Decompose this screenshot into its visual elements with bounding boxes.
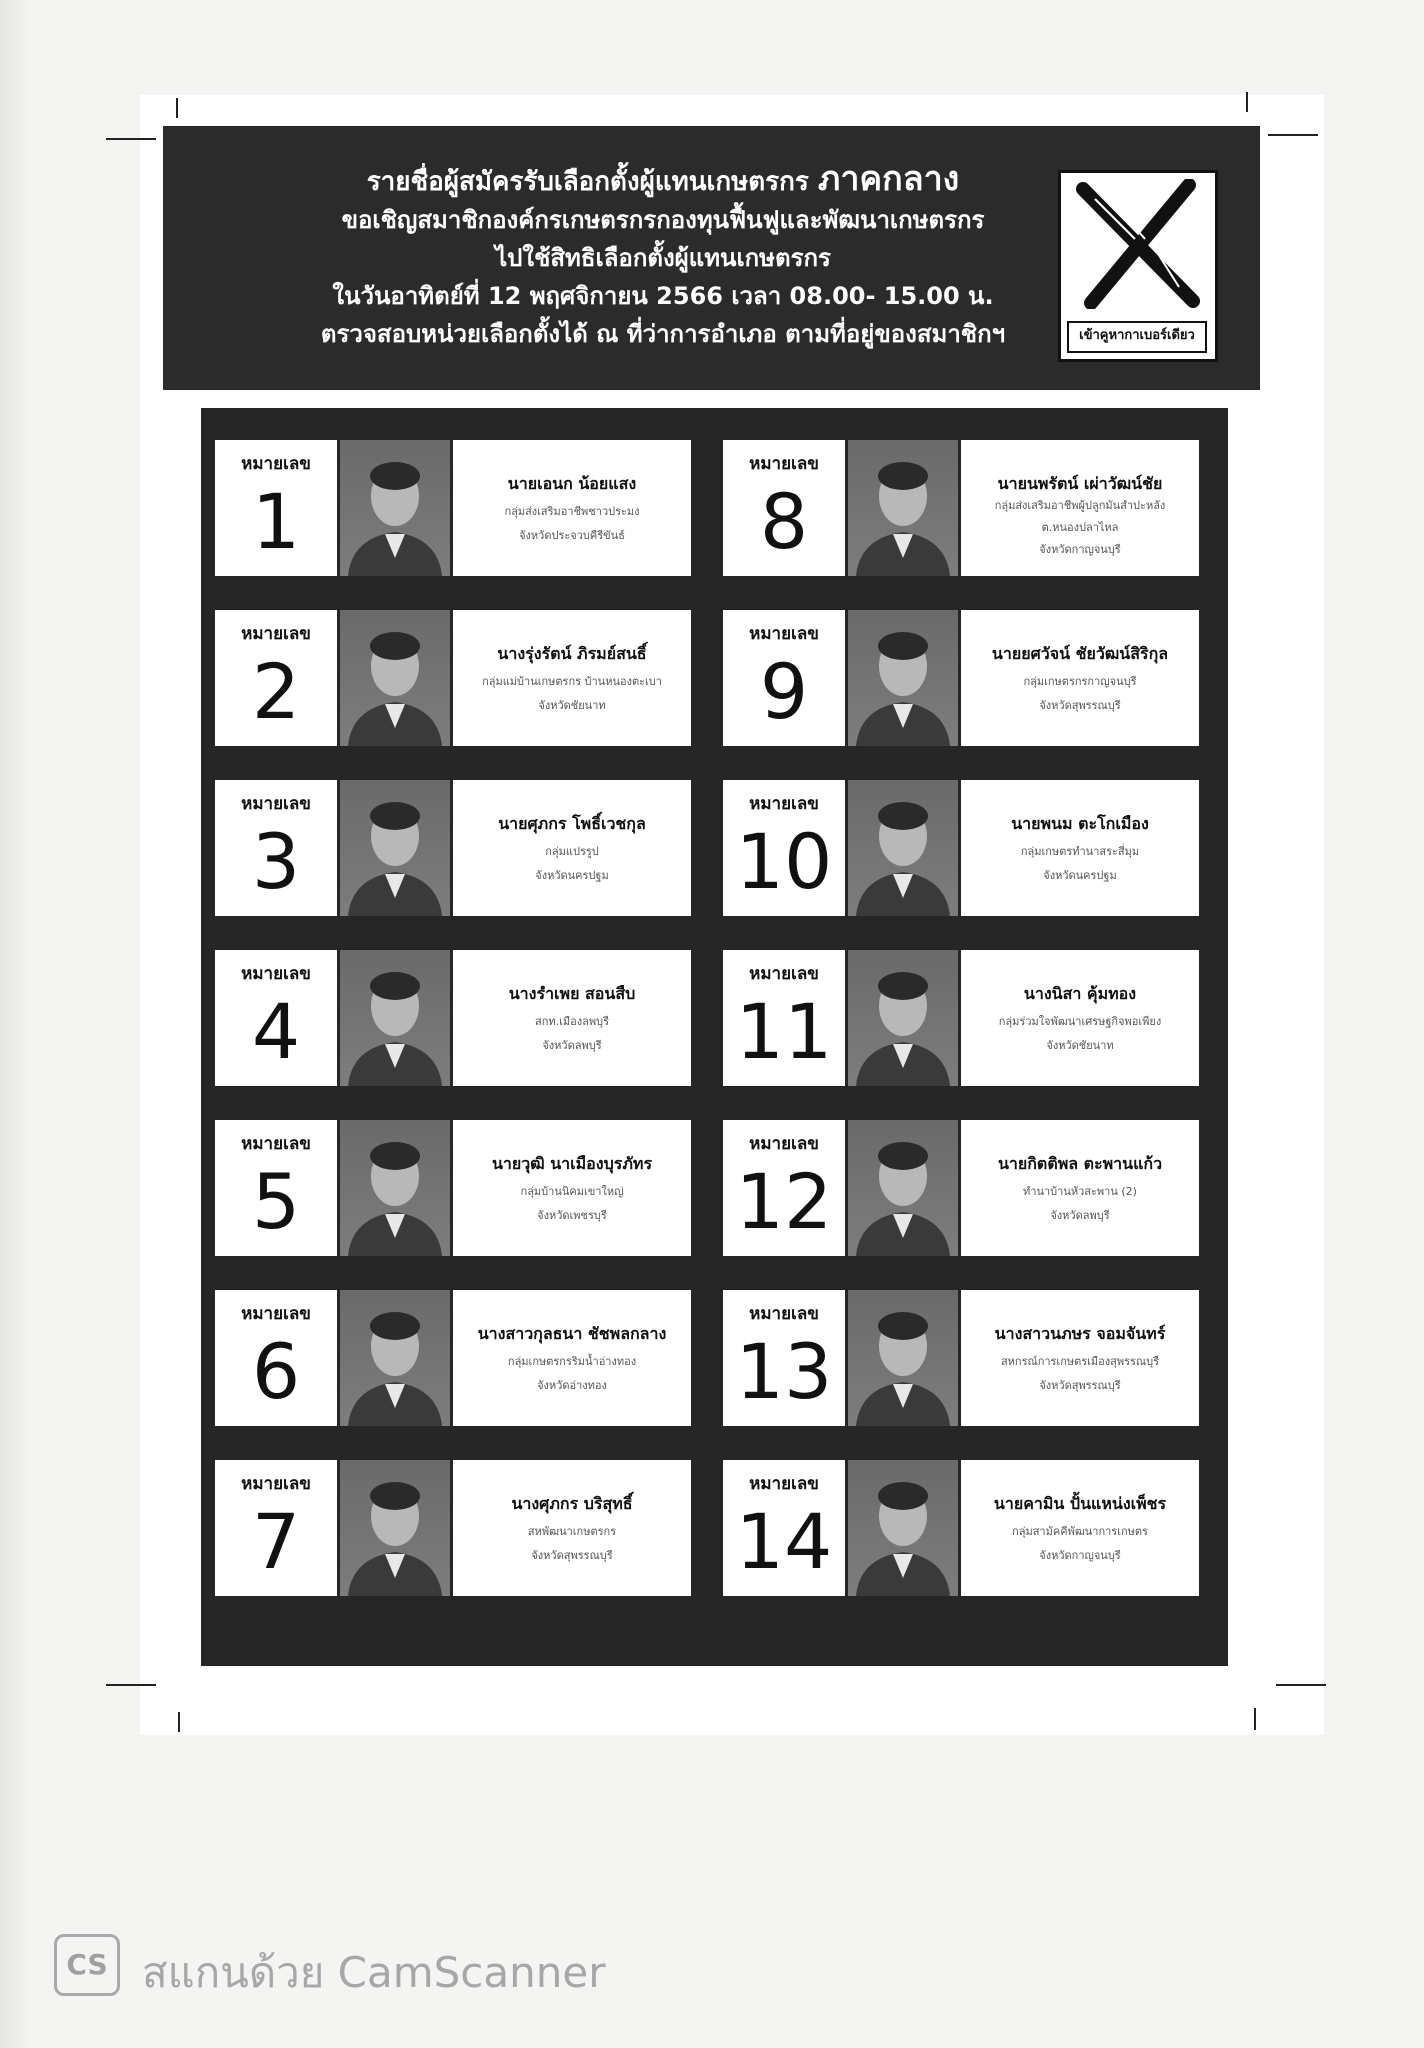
person-silhouette-icon xyxy=(848,1120,958,1256)
candidate-card xyxy=(709,428,1199,576)
candidate-card xyxy=(709,768,1199,916)
candidate-number-box xyxy=(723,950,845,1086)
candidate-number-box xyxy=(215,610,337,746)
candidate-name: นางรุ่งรัตน์ ภิรมย์สนธิ์ xyxy=(497,644,647,663)
header-line-1 xyxy=(223,160,1103,201)
candidate-group: กลุ่มเกษตรกรกาญจนบุรี xyxy=(1023,675,1137,688)
person-silhouette-icon xyxy=(340,440,450,576)
candidate-group: กลุ่มแปรรูป xyxy=(545,845,599,858)
candidate-grid xyxy=(201,408,1228,1666)
candidate-info xyxy=(453,610,691,746)
candidate-number-box xyxy=(215,780,337,916)
header-region: ภาคกลาง xyxy=(817,159,960,199)
person-silhouette-icon xyxy=(340,1460,450,1596)
candidate-group: กลุ่มส่งเสริมอาชีพผู้ปลูกมันสำปะหลัง xyxy=(994,499,1166,512)
candidate-card xyxy=(201,938,691,1086)
candidate-group: กลุ่มสามัคคีพัฒนาการเกษตร xyxy=(1012,1525,1148,1538)
scan-edge xyxy=(0,0,30,2048)
candidate-card xyxy=(709,1278,1199,1426)
candidate-group: สหกรณ์การเกษตรเมืองสุพรรณบุรี xyxy=(1000,1355,1160,1368)
candidate-photo xyxy=(848,950,958,1086)
candidate-info xyxy=(453,440,691,576)
candidate-province: จังหวัดสุพรรณบุรี xyxy=(1039,1379,1121,1392)
number-label: หมายเลข xyxy=(749,1134,819,1154)
crop-mark xyxy=(1276,1684,1326,1686)
crop-mark xyxy=(106,138,156,140)
candidate-info xyxy=(961,780,1199,916)
candidate-card xyxy=(201,1448,691,1596)
candidate-number-box xyxy=(723,1290,845,1426)
candidate-info xyxy=(453,1120,691,1256)
candidate-info xyxy=(961,440,1199,576)
candidate-number-box xyxy=(215,440,337,576)
person-silhouette-icon xyxy=(340,1290,450,1426)
crop-mark xyxy=(1268,134,1318,136)
candidate-number-box xyxy=(215,950,337,1086)
number-label: หมายเลข xyxy=(749,794,819,814)
candidate-card xyxy=(201,768,691,916)
candidate-name: นายคามิน ปั้นแหน่งเพ็ชร xyxy=(993,1494,1167,1513)
candidate-info xyxy=(453,780,691,916)
crop-mark xyxy=(178,1712,180,1732)
candidate-info xyxy=(453,1460,691,1596)
candidate-card xyxy=(201,1108,691,1256)
candidate-province: จังหวัดประจวบคีรีขันธ์ xyxy=(519,529,625,542)
candidate-photo xyxy=(340,1460,450,1596)
candidate-number-box xyxy=(723,440,845,576)
candidate-card xyxy=(201,1278,691,1426)
candidate-number: 6 xyxy=(251,1327,301,1416)
candidate-province: จังหวัดนครปฐม xyxy=(535,869,609,882)
candidate-name: นางสาวกุลธนา ชัชพลกลาง xyxy=(477,1324,667,1343)
person-silhouette-icon xyxy=(340,610,450,746)
person-silhouette-icon xyxy=(848,1290,958,1426)
candidate-info xyxy=(961,610,1199,746)
candidate-province: จังหวัดกาญจนบุรี xyxy=(1039,543,1121,556)
candidate-photo xyxy=(848,1120,958,1256)
number-label: หมายเลข xyxy=(241,1134,311,1154)
number-label: หมายเลข xyxy=(749,624,819,644)
candidate-name: นายกิตติพล ตะพานแก้ว xyxy=(997,1154,1163,1173)
candidate-number-box xyxy=(215,1460,337,1596)
candidate-photo xyxy=(848,1460,958,1596)
camscanner-logo-icon: CS xyxy=(54,1934,120,1996)
candidate-info xyxy=(961,1460,1199,1596)
number-label: หมายเลข xyxy=(241,1304,311,1324)
candidate-photo xyxy=(848,440,958,576)
candidate-number-box xyxy=(723,1120,845,1256)
candidate-name: นางนิสา คุ้มทอง xyxy=(1023,984,1137,1003)
candidate-name: นางรำเพย สอนสืบ xyxy=(508,984,636,1003)
crop-mark xyxy=(1246,92,1248,112)
candidate-province: จังหวัดสุพรรณบุรี xyxy=(531,1549,613,1562)
candidate-number: 1 xyxy=(251,477,301,566)
watermark-text: สแกนด้วย CamScanner xyxy=(142,1948,606,1997)
person-silhouette-icon xyxy=(848,610,958,746)
candidate-name: นางศุภกร บริสุทธิ์ xyxy=(511,1494,633,1513)
candidate-photo xyxy=(848,780,958,916)
crop-mark xyxy=(106,1684,156,1686)
candidate-province: จังหวัดชัยนาท xyxy=(1046,1039,1114,1052)
number-label: หมายเลข xyxy=(241,1474,311,1494)
candidate-photo xyxy=(340,610,450,746)
header-line-3: ไปใช้สิทธิเลือกตั้งผู้แทนเกษตรกร xyxy=(495,244,831,272)
candidate-card xyxy=(201,598,691,746)
candidate-photo xyxy=(848,610,958,746)
poster-header xyxy=(163,126,1260,390)
x-mark-icon xyxy=(1075,179,1201,309)
candidate-number: 13 xyxy=(735,1327,833,1416)
number-label: หมายเลข xyxy=(241,454,311,474)
crop-mark xyxy=(1254,1708,1256,1730)
candidate-number-box xyxy=(723,780,845,916)
number-label: หมายเลข xyxy=(241,624,311,644)
candidate-info xyxy=(961,950,1199,1086)
candidate-group: กลุ่มเกษตรทำนาสระสี่มุม xyxy=(1020,845,1140,858)
person-silhouette-icon xyxy=(340,1120,450,1256)
candidate-photo xyxy=(340,440,450,576)
header-line-4: ในวันอาทิตย์ที่ 12 พฤศจิกายน 2566 เวลา 08.00- 15.00 น. xyxy=(332,282,994,310)
candidate-card xyxy=(201,428,691,576)
candidate-card xyxy=(709,1108,1199,1256)
candidate-group-subdistrict: ต.หนองปลาไหล xyxy=(1041,521,1119,534)
candidate-number-box xyxy=(215,1290,337,1426)
vote-caption: เข้าคูหากาเบอร์เดียว xyxy=(1067,321,1207,353)
candidate-name: นายศุภกร โพธิ์เวชกุล xyxy=(498,814,646,833)
crop-mark xyxy=(176,98,178,118)
candidate-card xyxy=(709,938,1199,1086)
person-silhouette-icon xyxy=(848,1460,958,1596)
vote-mark-box xyxy=(1058,170,1218,362)
candidate-number: 2 xyxy=(251,647,301,736)
number-label: หมายเลข xyxy=(749,1474,819,1494)
candidate-number: 11 xyxy=(735,987,833,1076)
person-silhouette-icon xyxy=(848,780,958,916)
candidate-number: 3 xyxy=(251,817,301,906)
candidate-photo xyxy=(340,950,450,1086)
candidate-province: จังหวัดสุพรรณบุรี xyxy=(1039,699,1121,712)
number-label: หมายเลข xyxy=(749,1304,819,1324)
candidate-photo xyxy=(340,780,450,916)
candidate-info xyxy=(453,1290,691,1426)
candidate-group: กลุ่มส่งเสริมอาชีพชาวประมง xyxy=(504,505,640,518)
person-silhouette-icon xyxy=(340,780,450,916)
candidate-province: จังหวัดลพบุรี xyxy=(1050,1209,1110,1222)
person-silhouette-icon xyxy=(848,440,958,576)
candidate-province: จังหวัดชัยนาท xyxy=(538,699,606,712)
candidate-number: 8 xyxy=(759,477,809,566)
candidate-number: 12 xyxy=(735,1157,833,1246)
candidate-card xyxy=(709,1448,1199,1596)
candidate-group: สหพัฒนาเกษตรกร xyxy=(527,1525,617,1538)
number-label: หมายเลข xyxy=(241,794,311,814)
candidate-group: กลุ่มบ้านนิคมเขาใหญ่ xyxy=(520,1185,624,1198)
candidate-info xyxy=(961,1290,1199,1426)
candidate-photo xyxy=(848,1290,958,1426)
number-label: หมายเลข xyxy=(749,964,819,984)
candidate-name: นายพนม ตะโกเมือง xyxy=(1011,814,1149,833)
candidate-name: นายยศวัจน์ ชัยวัฒน์สิริกุล xyxy=(991,644,1169,663)
header-line-2: ขอเชิญสมาชิกองค์กรเกษตรกรกองทุนฟื้นฟูและพัฒนาเกษตรกร xyxy=(341,206,985,234)
candidate-group: กลุ่มร่วมใจพัฒนาเศรษฐกิจพอเพียง xyxy=(998,1015,1162,1028)
candidate-name: นายนพรัตน์ เผ่าวัฒน์ชัย xyxy=(997,474,1163,493)
candidate-province: จังหวัดนครปฐม xyxy=(1043,869,1117,882)
person-silhouette-icon xyxy=(848,950,958,1086)
person-silhouette-icon xyxy=(340,950,450,1086)
header-line-5: ตรวจสอบหน่วยเลือกตั้งได้ ณ ที่ว่าการอำเภอ ตามที่อยู่ของสมาชิกฯ xyxy=(320,320,1006,348)
candidate-number: 14 xyxy=(735,1497,833,1586)
candidate-info xyxy=(961,1120,1199,1256)
candidate-group: กลุ่มแม่บ้านเกษตรกร บ้านหนองตะเบา xyxy=(482,675,662,688)
candidate-name: นายเอนก น้อยแสง xyxy=(507,474,637,493)
header-title: รายชื่อผู้สมัครรับเลือกตั้งผู้แทนเกษตรกร xyxy=(366,167,809,197)
candidate-province: จังหวัดเพชรบุรี xyxy=(537,1209,607,1222)
number-label: หมายเลข xyxy=(749,454,819,474)
candidate-number: 10 xyxy=(735,817,833,906)
candidate-name: นายวุฒิ นาเมืองบุรภัทร xyxy=(491,1154,653,1173)
candidate-number-box xyxy=(723,1460,845,1596)
candidate-number: 5 xyxy=(251,1157,301,1246)
candidate-photo xyxy=(340,1120,450,1256)
candidate-info xyxy=(453,950,691,1086)
candidate-card xyxy=(709,598,1199,746)
candidate-number-box xyxy=(215,1120,337,1256)
candidate-province: จังหวัดอ่างทอง xyxy=(537,1379,607,1392)
candidate-number-box xyxy=(723,610,845,746)
candidate-number: 9 xyxy=(759,647,809,736)
candidate-province: จังหวัดกาญจนบุรี xyxy=(1039,1549,1121,1562)
candidate-province: จังหวัดลพบุรี xyxy=(542,1039,602,1052)
header-text xyxy=(223,160,1103,353)
candidate-name: นางสาวนภษร จอมจันทร์ xyxy=(994,1324,1166,1343)
candidate-photo xyxy=(340,1290,450,1426)
candidate-group: กลุ่มเกษตรกรริมน้ำอ่างทอง xyxy=(507,1355,637,1368)
candidate-group: สกท.เมืองลพบุรี xyxy=(535,1015,609,1028)
candidate-group: ทำนาบ้านหัวสะพาน (2) xyxy=(1023,1185,1137,1198)
number-label: หมายเลข xyxy=(241,964,311,984)
candidate-number: 7 xyxy=(251,1497,301,1586)
candidate-number: 4 xyxy=(251,987,301,1076)
